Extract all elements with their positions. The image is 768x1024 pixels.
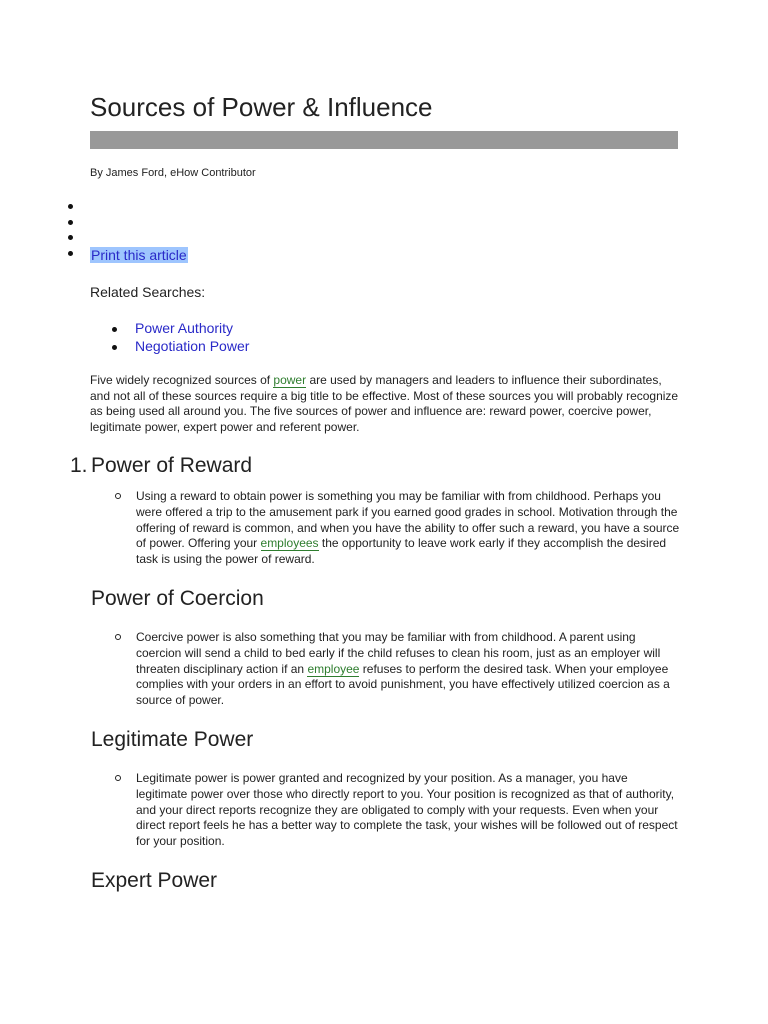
bullet-icon <box>68 251 73 256</box>
related-search-negotiation-power[interactable] <box>110 338 249 356</box>
bullet-icon <box>112 345 117 350</box>
related-search-label[interactable]: Power Authority <box>135 320 234 336</box>
section-number: 1. <box>70 454 88 477</box>
circle-bullet-icon <box>115 493 121 499</box>
article-title: Sources of Power & Influence <box>90 92 433 122</box>
section-heading-reward: Power of Reward <box>91 454 253 477</box>
byline: By James Ford, eHow Contributor <box>90 167 256 179</box>
section-text: Legitimate power is power granted and recognized by your position. As a manager, you have legitimate power over those who directly report to you. Your position is recognized as that of authority, and your direct reports recognize they are obligated to comply with your requests. Even when your direct report feels he has a better way to complete the task, your wishes will be followed out of respect for your position. <box>136 771 678 849</box>
related-search-label[interactable]: Negotiation Power <box>135 338 250 354</box>
section-heading-legitimate: Legitimate Power <box>91 728 254 751</box>
bullet-icon <box>68 220 73 225</box>
section-text: the opportunity to leave work early if they accomplish the desired task is using the power of reward. <box>136 536 667 567</box>
section-body-legitimate <box>112 771 682 850</box>
section-text: Coercive power is also something that you may be familiar with from childhood. A parent using coercion will send a child to bed early if the child refuses to clean his room, just as an employer will threaten disciplinary action if an <box>136 630 661 676</box>
circle-bullet-icon <box>115 775 121 781</box>
employees-link[interactable]: employees <box>260 536 319 551</box>
related-searches-label: Related Searches: <box>90 284 206 300</box>
section-heading-expert: Expert Power <box>91 869 218 892</box>
bullet-icon <box>68 235 73 240</box>
employee-link[interactable]: employee <box>307 661 360 676</box>
intro-text: Five widely recognized sources of <box>90 373 274 387</box>
section-body-reward <box>112 489 682 568</box>
section-body-coercion <box>112 630 682 709</box>
power-link[interactable]: power <box>273 373 307 387</box>
section-text: refuses to perform the desired task. When your employee complies with your orders in an effort to avoid punishment, you have effectively utilized coercion as a source of power. <box>136 661 670 708</box>
print-article-link[interactable]: Print this article <box>91 247 187 263</box>
related-searches-list <box>110 320 249 356</box>
bullet-icon <box>112 327 117 332</box>
section-heading-coercion: Power of Coercion <box>91 587 264 610</box>
intro-paragraph <box>90 373 680 435</box>
intro-text: are used by managers and leaders to influence their subordinates, and not all of these sources require a big title to be effective. Most of these sources you will probably recognize as being used all around you. The five sources of power and influence are: reward power, coercive power, legitimate power, expert power and referent power. <box>90 373 679 434</box>
circle-bullet-icon <box>115 634 121 640</box>
related-search-power-authority[interactable] <box>110 320 249 338</box>
bullet-icon <box>68 204 73 209</box>
title-divider-bar <box>90 131 678 149</box>
section-text: Using a reward to obtain power is something you may be familiar with from childhood. Perhaps you were offered a trip to the amusement park if you earned good grades in school. Motivation through the offering of reward is common, and when you have the ability to offer such a reward, you have a source of power. Offering your <box>136 489 680 551</box>
